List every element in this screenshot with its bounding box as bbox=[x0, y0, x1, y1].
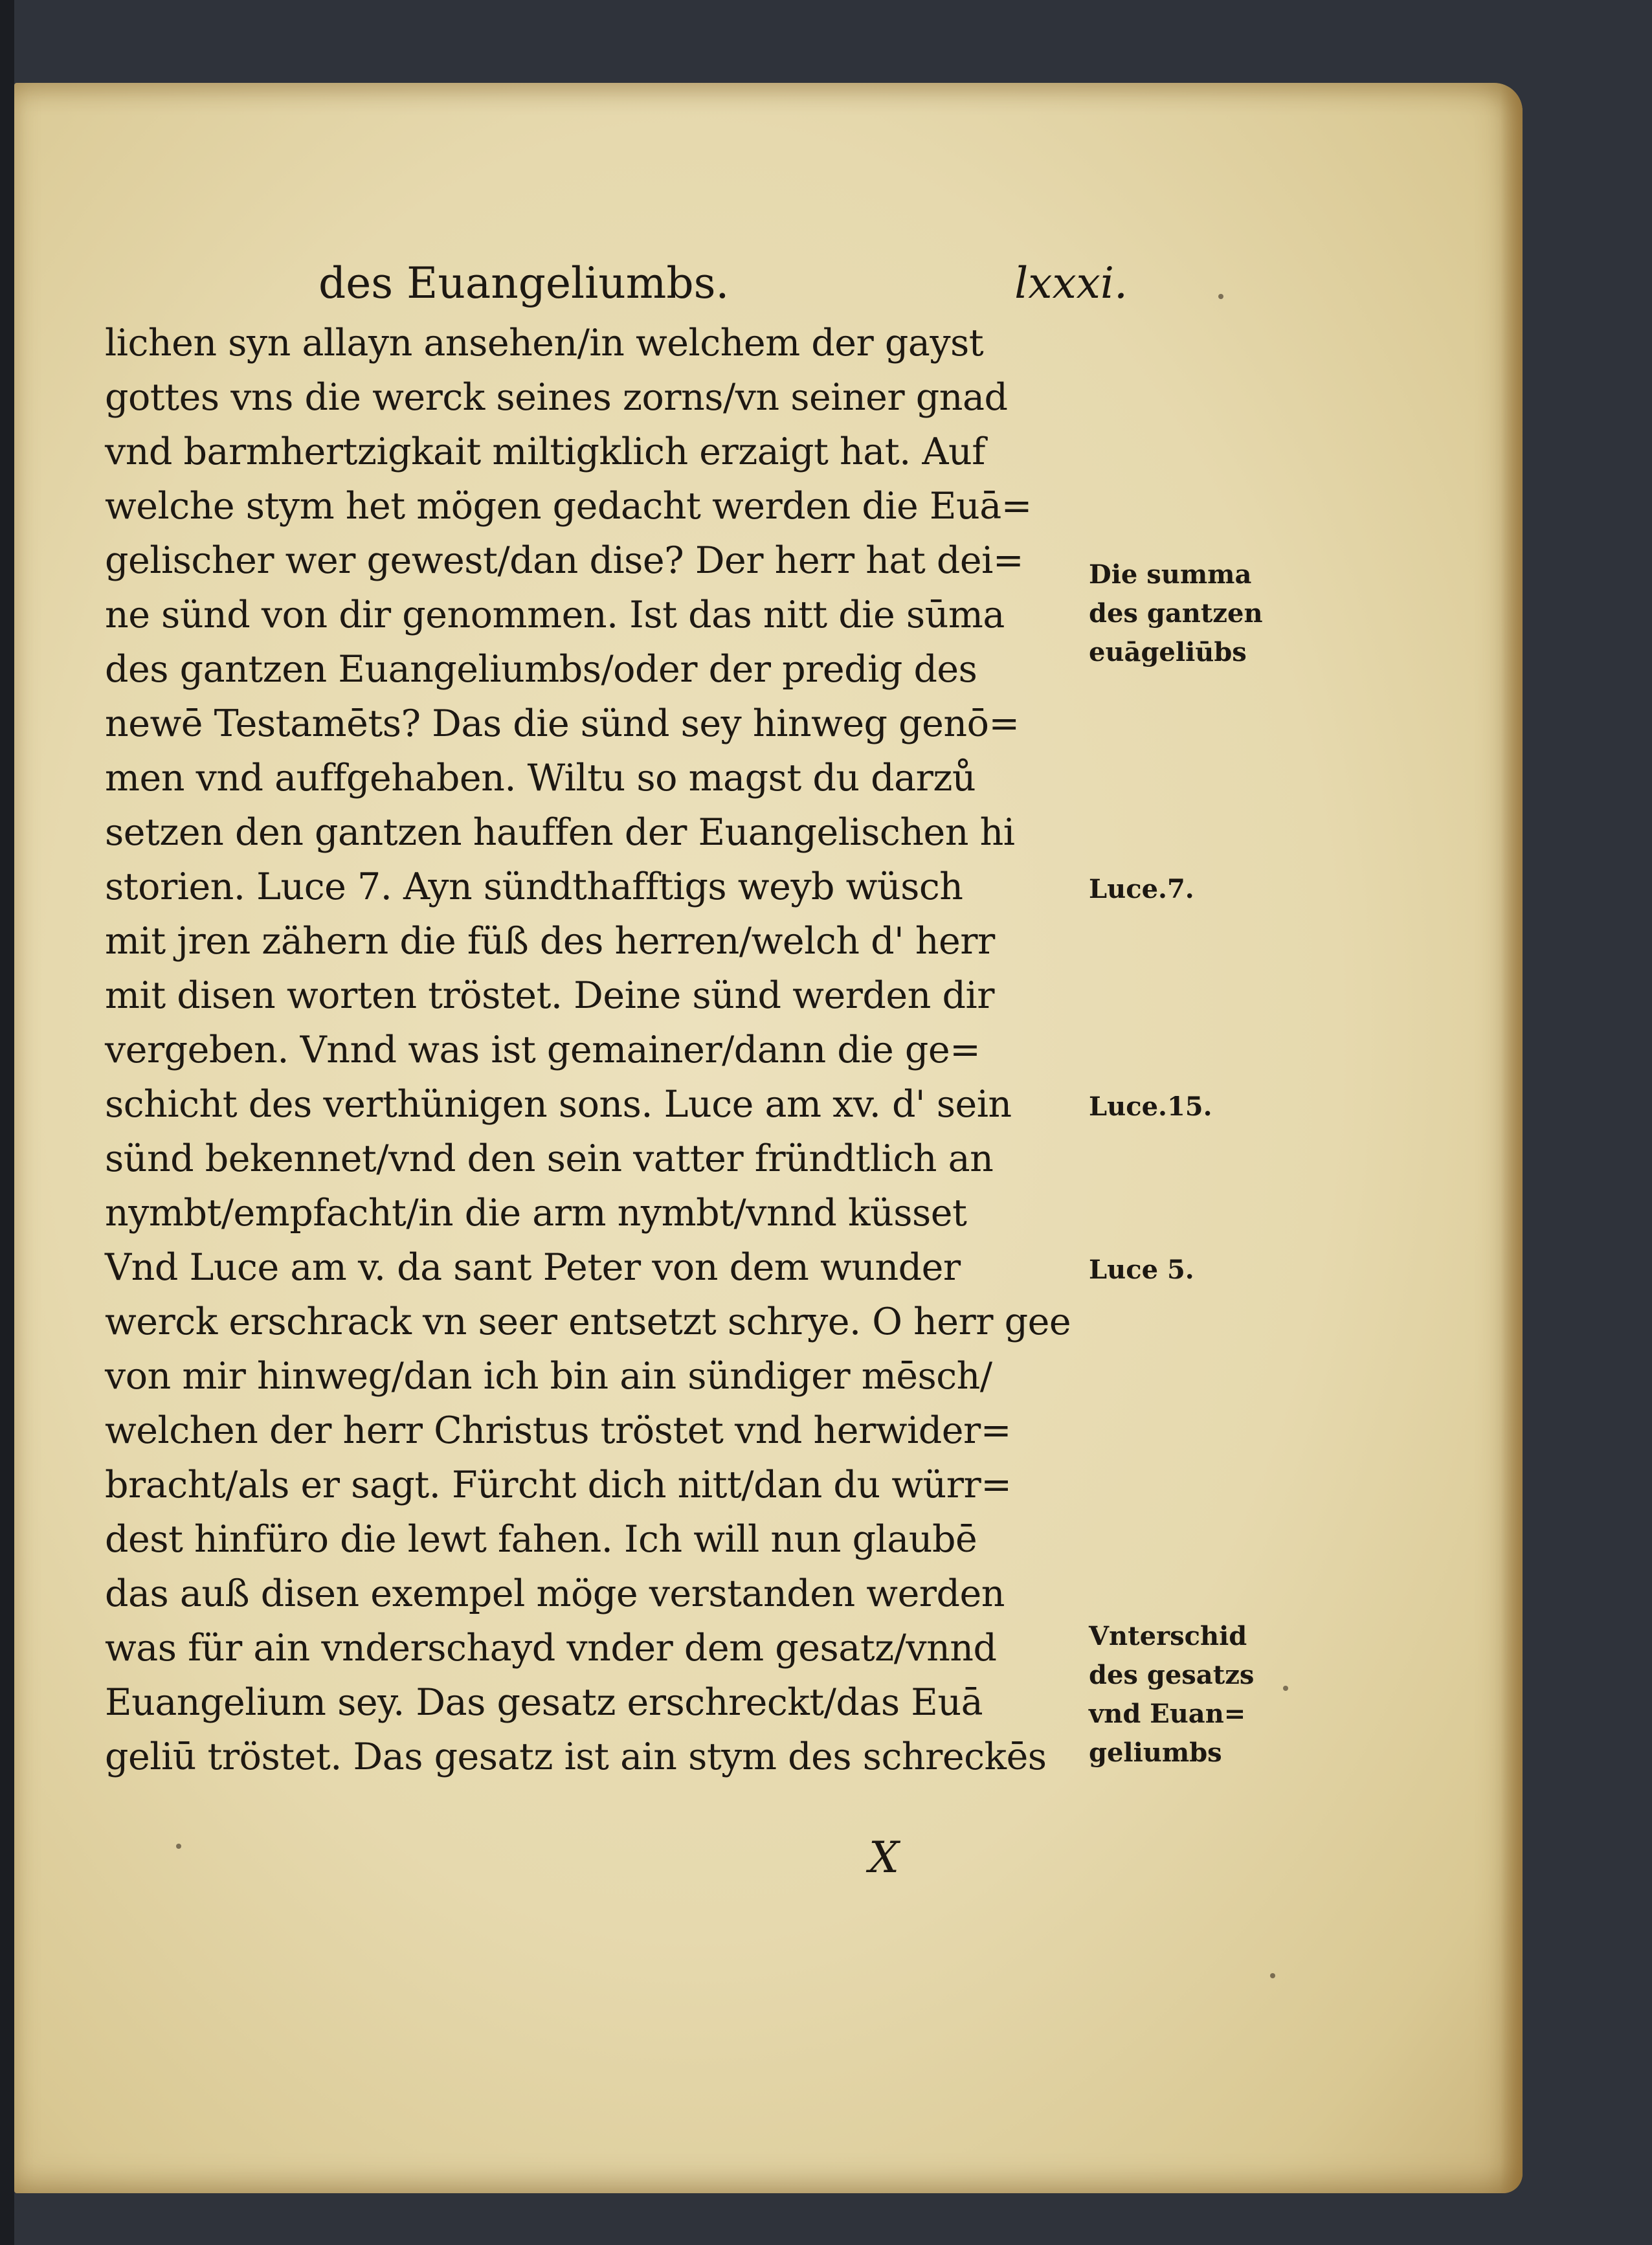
text-line: welche stym het mögen gedacht werden die Euā= bbox=[105, 485, 1032, 528]
text-line: newē Testamēts? Das die sünd sey hinweg genō= bbox=[105, 702, 1020, 745]
text-line: welchen der herr Christus tröstet vnd herwider= bbox=[105, 1409, 1011, 1452]
marginal-note-luce-7 bbox=[1089, 870, 1283, 909]
signature-mark: X bbox=[869, 1833, 899, 1882]
ink-speck bbox=[176, 1844, 181, 1849]
ink-speck bbox=[1218, 294, 1223, 299]
text-line: von mir hinweg/dan ich bin ain sündiger mēsch/ bbox=[105, 1355, 992, 1398]
marginal-line: Die summa bbox=[1089, 559, 1252, 590]
text-line: werck erschrack vn seer entsetzt schrye. O herr gee bbox=[105, 1301, 1071, 1343]
page-edge-shadow bbox=[1501, 83, 1523, 2193]
marginal-line: Vnterschid bbox=[1089, 1621, 1247, 1651]
text-line: mit disen worten tröstet. Deine sünd werden dir bbox=[105, 974, 994, 1017]
marginal-line: des gantzen bbox=[1089, 598, 1263, 629]
running-head bbox=[318, 245, 1128, 322]
text-line: vergeben. Vnnd was ist gemainer/dann die ge= bbox=[105, 1029, 981, 1071]
marginal-line: euāgeliūbs bbox=[1089, 637, 1247, 667]
ink-speck bbox=[1270, 1973, 1275, 1978]
marginal-line: geliumbs bbox=[1089, 1737, 1222, 1768]
folio-number: lxxxi. bbox=[1014, 258, 1128, 308]
marginal-line: des gesatzs bbox=[1089, 1660, 1255, 1690]
text-line: ne sünd von dir genommen. Ist das nitt die sūma bbox=[105, 594, 1005, 636]
marginal-note-summa bbox=[1089, 555, 1283, 672]
text-line: men vnd auffgehaben. Wiltu so magst du darzů bbox=[105, 757, 976, 799]
marginal-line: vnd Euan= bbox=[1089, 1699, 1246, 1729]
running-title: des Euangeliumbs. bbox=[318, 258, 730, 308]
text-line: nymbt/empfacht/in die arm nymbt/vnnd küsset bbox=[105, 1192, 967, 1234]
text-line: Euangelium sey. Das gesatz erschreckt/das Euā bbox=[105, 1681, 983, 1724]
text-line: bracht/als er sagt. Fürcht dich nitt/dan du würr= bbox=[105, 1464, 1012, 1506]
text-line: schicht des verthünigen sons. Luce am xv. d' sein bbox=[105, 1083, 1012, 1126]
book-page bbox=[14, 83, 1523, 2193]
body-text bbox=[105, 316, 1089, 1784]
marginal-note-luce-15 bbox=[1089, 1088, 1283, 1126]
ink-speck bbox=[1283, 1686, 1288, 1691]
text-line: was für ain vnderschayd vnder dem gesatz/vnnd bbox=[105, 1627, 997, 1670]
marginal-line: Luce.15. bbox=[1089, 1091, 1212, 1122]
marginal-line: Luce.7. bbox=[1089, 874, 1194, 904]
text-line: Vnd Luce am v. da sant Peter von dem wunder bbox=[105, 1246, 961, 1289]
text-line: das auß disen exempel möge verstanden werden bbox=[105, 1572, 1005, 1615]
text-line: storien. Luce 7. Ayn sündthafftigs weyb wüsch bbox=[105, 866, 963, 908]
marginal-note-vnterschid bbox=[1089, 1617, 1283, 1772]
text-line: des gantzen Euangeliumbs/oder der predig des bbox=[105, 648, 977, 691]
text-line: geliū tröstet. Das gesatz ist ain stym des schreckēs bbox=[105, 1736, 1047, 1778]
text-line: setzen den gantzen hauffen der Euangelischen hi bbox=[105, 811, 1015, 854]
text-line: vnd barmhertzigkait miltigklich erzaigt hat. Auf bbox=[105, 430, 985, 473]
text-line: gottes vns die werck seines zorns/vn seiner gnad bbox=[105, 376, 1008, 419]
marginal-line: Luce 5. bbox=[1089, 1255, 1194, 1285]
marginal-note-luce-5 bbox=[1089, 1251, 1283, 1290]
text-line: dest hinfüro die lewt fahen. Ich will nun glaubē bbox=[105, 1518, 977, 1561]
text-line: lichen syn allayn ansehen/in welchem der gayst bbox=[105, 322, 984, 364]
binding-edge bbox=[0, 0, 14, 2245]
text-line: sünd bekennet/vnd den sein vatter fründtlich an bbox=[105, 1137, 994, 1180]
text-line: gelischer wer gewest/dan dise? Der herr hat dei= bbox=[105, 539, 1024, 582]
text-line: mit jren zähern die füß des herren/welch d' herr bbox=[105, 920, 995, 963]
